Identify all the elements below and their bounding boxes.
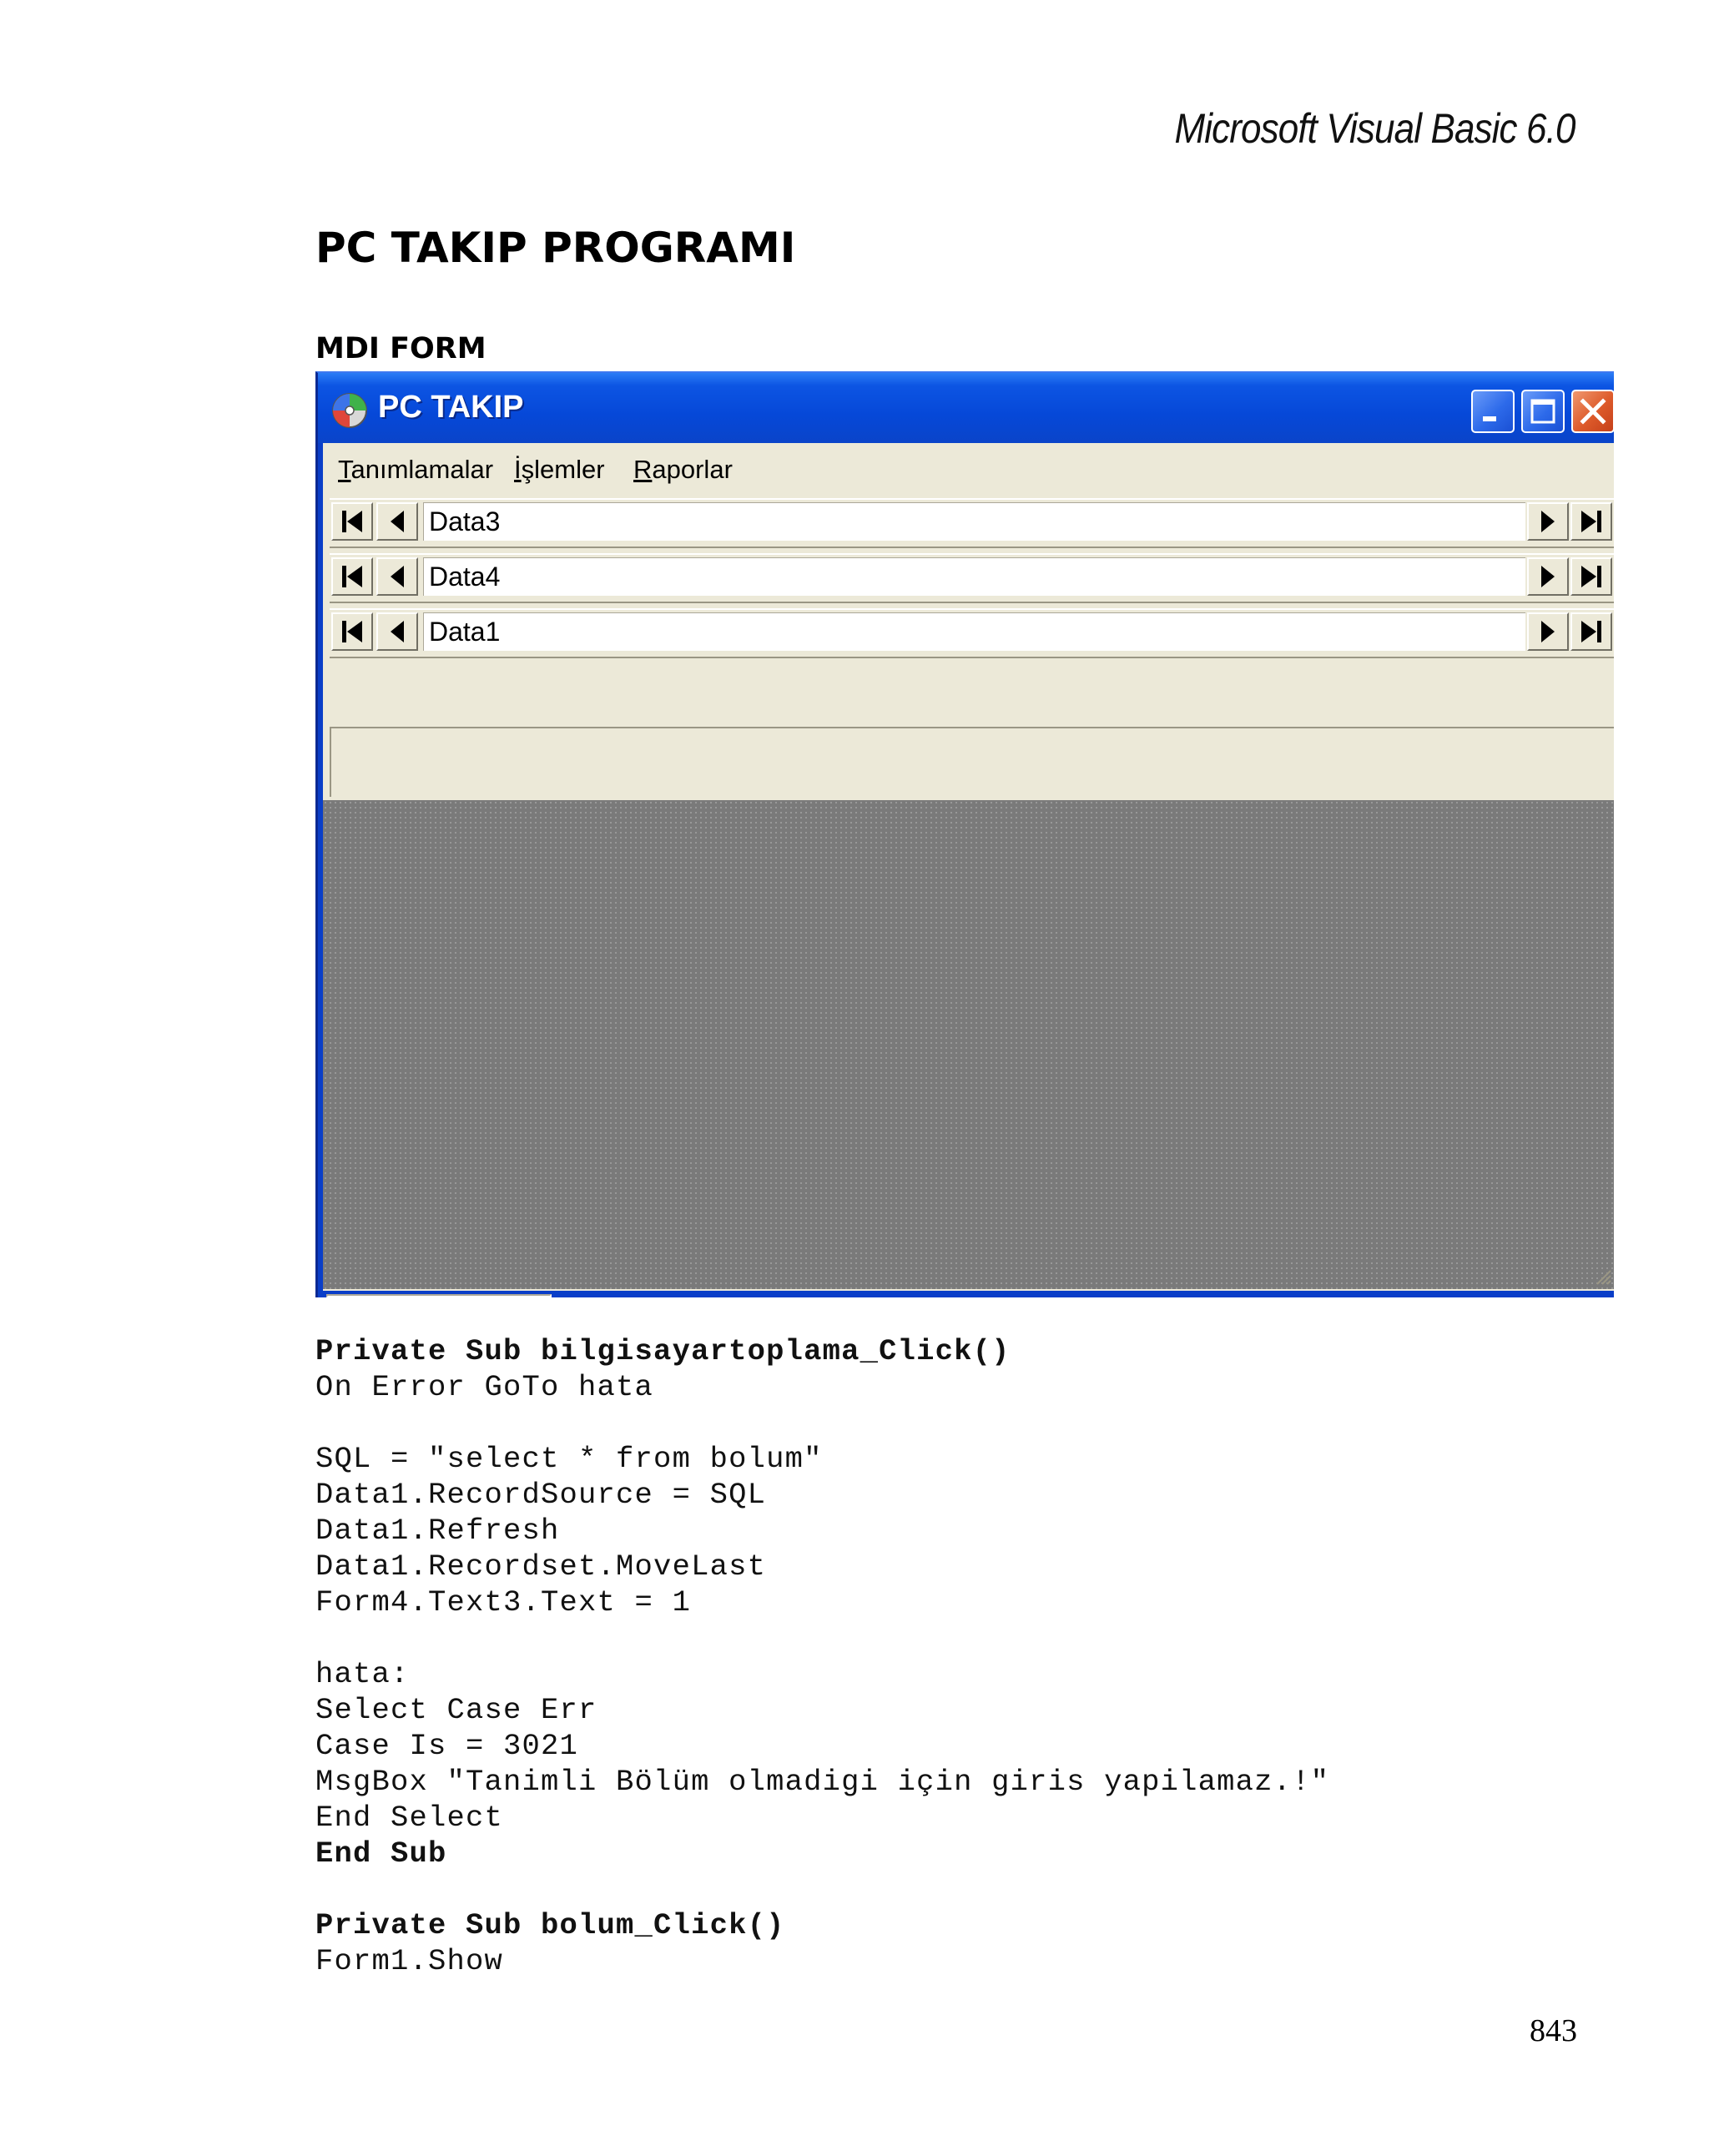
move-last-button[interactable] — [1570, 502, 1612, 541]
first-record-icon — [333, 504, 371, 539]
mdi-form-window — [315, 371, 1614, 1297]
close-button[interactable] — [1571, 390, 1614, 433]
menu-label: şlemler — [521, 455, 605, 484]
minimize-icon — [1473, 391, 1513, 431]
data-control-data3 — [330, 498, 1614, 548]
menu-islemler[interactable] — [514, 455, 605, 485]
data-control-caption: Data1 — [423, 612, 1525, 651]
code-line: Data1.Recordset.MoveLast — [315, 1549, 767, 1584]
code-line: End Sub — [315, 1836, 447, 1871]
menu-accelerator: İ — [514, 455, 522, 484]
menu-bar — [323, 443, 1614, 495]
code-line: hata: — [315, 1657, 410, 1691]
last-record-icon — [1572, 504, 1611, 539]
code-line: Data1.Refresh — [315, 1514, 560, 1548]
move-last-button[interactable] — [1570, 557, 1612, 596]
move-previous-button[interactable] — [376, 502, 418, 541]
first-record-icon — [333, 559, 371, 594]
cd-app-icon — [330, 391, 369, 433]
menu-tanimlamalar[interactable] — [338, 455, 493, 485]
code-line: MsgBox "Tanimli Bölüm olmadigi için giris yapilamaz.!" — [315, 1765, 1330, 1799]
data-control-data4 — [330, 553, 1614, 603]
previous-record-icon — [378, 504, 416, 539]
code-line — [315, 1871, 1329, 1907]
running-head: Microsoft Visual Basic 6.0 — [1174, 105, 1575, 152]
code-listing — [315, 1333, 1329, 1979]
first-record-icon — [333, 614, 371, 649]
data-control-caption: Data4 — [423, 557, 1525, 596]
mdi-client-area — [323, 800, 1614, 1289]
title-bar[interactable] — [318, 373, 1614, 443]
menu-label: aporlar — [652, 455, 733, 484]
code-line: Private Sub bolum_Click() — [315, 1908, 785, 1942]
move-next-button[interactable] — [1527, 502, 1569, 541]
window-title: PC TAKIP — [378, 390, 524, 425]
next-record-icon — [1529, 559, 1567, 594]
previous-record-icon — [378, 559, 416, 594]
last-record-icon — [1572, 614, 1611, 649]
move-first-button[interactable] — [331, 557, 373, 596]
move-first-button[interactable] — [331, 612, 373, 651]
code-line: Data1.RecordSource = SQL — [315, 1478, 767, 1512]
code-line: Select Case Err — [315, 1693, 597, 1727]
previous-record-icon — [378, 614, 416, 649]
code-line — [315, 1620, 1329, 1656]
data-control-caption: Data3 — [423, 502, 1525, 541]
code-line: Private Sub bilgisayartoplama_Click() — [315, 1334, 1011, 1368]
move-previous-button[interactable] — [376, 612, 418, 651]
maximize-button[interactable] — [1521, 390, 1565, 433]
last-record-icon — [1572, 559, 1611, 594]
minimize-button[interactable] — [1471, 390, 1515, 433]
window-client-area — [323, 443, 1614, 1291]
code-line: On Error GoTo hata — [315, 1370, 654, 1404]
page-number: 843 — [1530, 2013, 1577, 2048]
status-panel — [326, 1294, 552, 1297]
move-next-button[interactable] — [1527, 557, 1569, 596]
section-label: MDI FORM — [315, 332, 486, 365]
code-line — [315, 1405, 1329, 1441]
move-next-button[interactable] — [1527, 612, 1569, 651]
status-bar — [323, 1289, 1614, 1291]
data-control-data1 — [330, 608, 1614, 658]
next-record-icon — [1529, 504, 1567, 539]
code-line: Form1.Show — [315, 1944, 504, 1978]
move-previous-button[interactable] — [376, 557, 418, 596]
resize-grip-icon[interactable] — [1592, 1266, 1612, 1289]
maximize-icon — [1523, 391, 1563, 431]
close-icon — [1573, 391, 1613, 431]
code-line: Form4.Text3.Text = 1 — [315, 1585, 692, 1620]
code-line: SQL = "select * from bolum" — [315, 1442, 823, 1476]
page-title: PC TAKIP PROGRAMI — [315, 224, 796, 272]
move-first-button[interactable] — [331, 502, 373, 541]
toolbar-panel — [330, 727, 1614, 797]
menu-accelerator: T — [338, 455, 351, 484]
next-record-icon — [1529, 614, 1567, 649]
menu-raporlar[interactable] — [633, 455, 733, 485]
code-line: End Select — [315, 1801, 504, 1835]
menu-label: anımlamalar — [350, 455, 494, 484]
menu-accelerator: R — [633, 455, 653, 484]
move-last-button[interactable] — [1570, 612, 1612, 651]
code-line: Case Is = 3021 — [315, 1729, 579, 1763]
